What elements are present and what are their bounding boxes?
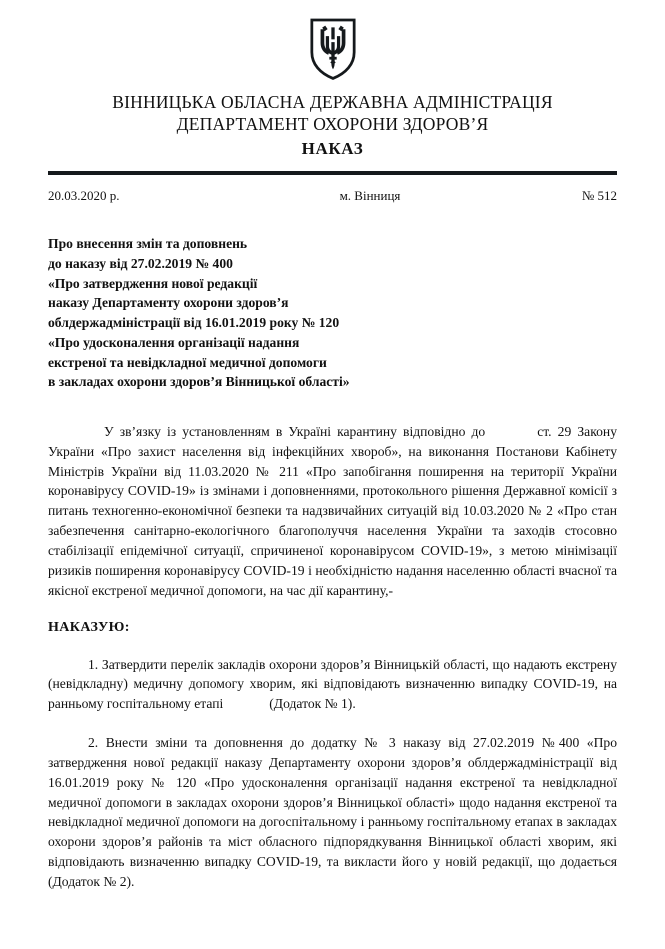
document-meta-row (48, 188, 617, 204)
subject-line: облдержадміністрації від 16.01.2019 року № 120 (48, 315, 340, 331)
document-date: 20.03.2020 р. (48, 188, 120, 204)
organization-name-line-1: ВІННИЦЬКА ОБЛАСНА ДЕРЖАВНА АДМІНІСТРАЦІЯ (112, 92, 553, 112)
subject-line: в закладах охорони здоров’я Вінницької області» (48, 374, 350, 390)
clause-1-appendix-ref: (Додаток № 1). (269, 696, 356, 712)
subject-line: Про внесення змін та доповнень (48, 236, 248, 252)
subject-line: «Про удосконалення організації надання (48, 334, 300, 350)
preamble-paragraph (48, 422, 617, 601)
organization-header (48, 92, 617, 159)
emblem-container (48, 0, 617, 80)
clause-2-paragraph: 2. Внести зміни та доповнення до додатку № 3 наказу від 27.02.2019 №400 «Про затвердження нової редакції наказу Департаменту охорони здоров’я облдержадміністрації від 16.01.2019 року № 120 «Про удосконалення організації надання екстреної та невідкладної медичної допомоги в закладах охорони здоров’я Вінницької області» щодо надання екстреної та невідкладної медичної допомоги на догоспітальному і ранньому госпітальному етапах в закладах охорони здоров’я районів та міст обласного підпорядкування Вінницької області хворим, які відповідають визначенню випадку COVID-19, та викласти його у новій редакції, що додається (Додаток № 2). (48, 735, 617, 889)
clause-2 (48, 733, 617, 892)
subject-line: до наказу від 27.02.2019 № 400 (48, 256, 233, 272)
header-divider-rule (48, 171, 617, 175)
document-kind-title: НАКАЗ (301, 139, 364, 159)
organization-name-line-2: ДЕПАРТАМЕНТ ОХОРОНИ ЗДОРОВ’Я (176, 113, 489, 134)
preamble-block (48, 422, 617, 601)
preamble-text-part-2: ст. 29 Закону України «Про захист населення від інфекційних хвороб», на виконання Постанови Кабінету Міністрів України від 11.03.2020 № 211 «Про запобігання поширення на території України коронавірусу COVID-19» із змінами і доповненнями, протокольного рішення Державної комісії з питань техногенно-економічної безпеки та надзвичайних ситуацій від 10.03.2020 № 2 «Про стан забезпечення санітарно-екологічного благополуччя населення України та заходів стосовно стабілізації епідемічної ситуації, спричиненої коронавірусом COVID-19», з метою мінімізації ризиків поширення коронавірусу COVID-19 і необхідністю надання населенню області вчасної та якісної екстреної медичної допомоги, на час дії карантину,- (48, 423, 618, 598)
preamble-text-part-1: У зв’язку із установленням в Україні карантину відповідно до (104, 423, 486, 439)
document-number: № 512 (581, 188, 617, 204)
clause-1-paragraph (48, 655, 617, 715)
subject-line: «Про затвердження нової редакції (48, 275, 258, 291)
document-city: м. Вінниця (339, 188, 401, 204)
clause-1 (48, 655, 617, 715)
order-keyword: НАКАЗУЮ: (48, 619, 130, 635)
ukrainian-coat-of-arms-tryzub-icon (310, 18, 356, 80)
subject-line: наказу Департаменту охорони здоров’я (48, 295, 289, 311)
clause-1-text: 1. Затвердити перелік закладів охорони здоров’я Вінницькій області, що надають екстрену (невідкладну) медичну допомогу хворим, які відповідають визначенню випадку COVID-19, на ранньому госпітальному етапі (48, 656, 617, 712)
document-subject-block (48, 234, 617, 392)
subject-line: екстреної та невідкладної медичної допомоги (48, 354, 327, 370)
